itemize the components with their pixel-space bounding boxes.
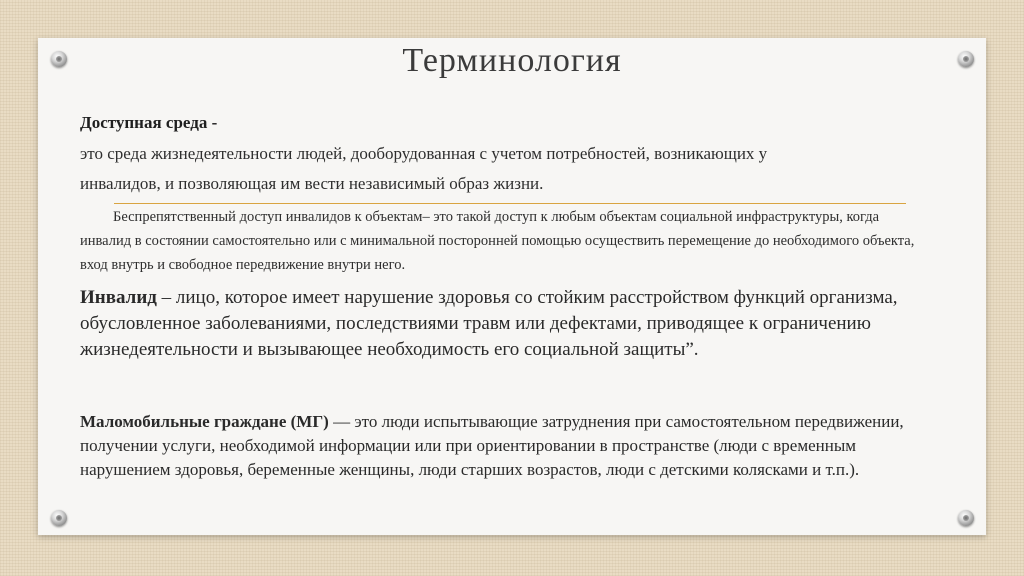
definition-low-mobility-citizens: — это люди испытывающие затруднения при самостоятельном передвижении, получении услуги, необходимой информации или при ориентировании в пространстве (люди с временным нарушением здоровья, беременные женщины, люди старших возрастов, люди с детскими колясками и т.п.). — [80, 412, 904, 479]
paragraph-barrier-free-access: Беспрепятственный доступ инвалидов к объектам– это такой доступ к любым объектам социальной инфраструктуры, когда инвалид в состоянии самостоятельно или с минимальной посторонней помощью осуществить перемещение до необходимого объекта, вход внутрь и свободное передвижение внутри него. — [80, 209, 915, 273]
definition-disabled-person: – лицо, которое имеет нарушение здоровья со стойким расстройством функций организма, обусловленное заболеваниями, последствиями травм или дефектами, приводящее к ограничению жизнедеятельности и вызывающее необходимость его социальной защиты”. — [80, 287, 898, 360]
paragraph-disabled-person — [80, 285, 930, 363]
term-disabled-person: Инвалид — [80, 287, 157, 308]
pin-icon — [958, 510, 974, 526]
slide-title: Терминология — [402, 42, 622, 79]
term-accessible-environment: Доступная среда - — [80, 113, 218, 132]
term-low-mobility-citizens: Маломобильные граждане (МГ) — [80, 412, 329, 431]
divider-line — [114, 203, 906, 204]
definition-accessible-environment: это среда жизнедеятельности людей, дооборудованная с учетом потребностей, возникающих у инвалидов, и позволяющая им вести независимый образ жизни. — [80, 144, 768, 193]
paragraph-low-mobility-citizens — [80, 410, 930, 482]
pin-icon — [51, 510, 67, 526]
